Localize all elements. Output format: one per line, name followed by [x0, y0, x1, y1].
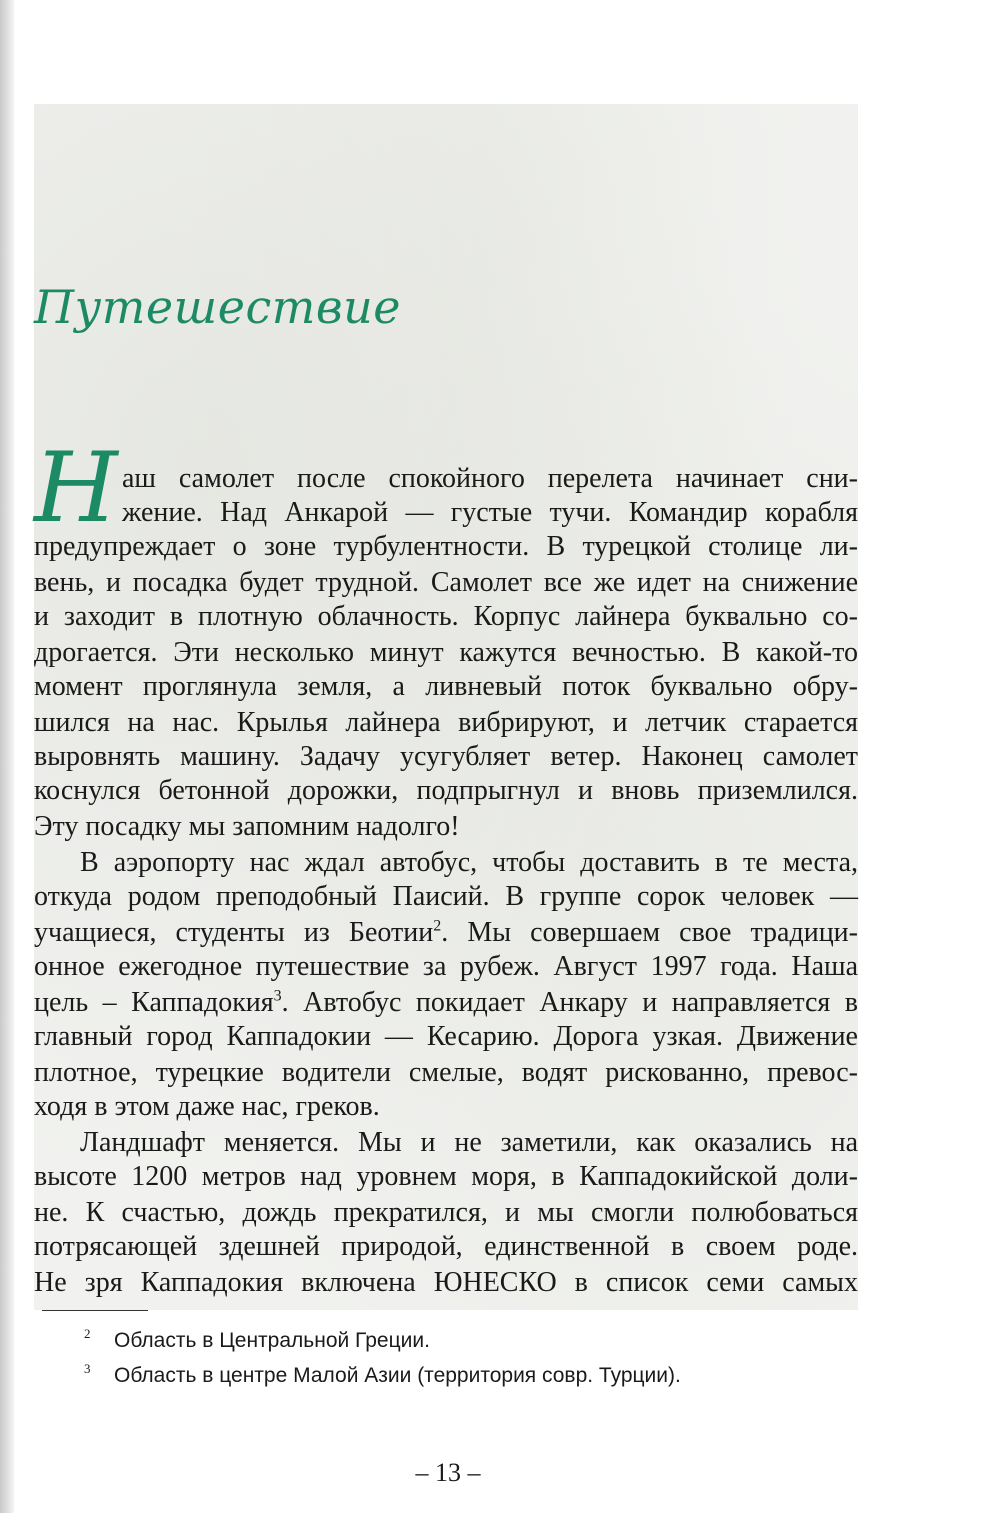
drop-cap: Н	[34, 432, 118, 544]
text-line: аш самолет после спокойного перелета начинает сни-	[122, 463, 858, 494]
footnote-number: 2	[84, 1326, 91, 1341]
text-line: Эту посадку мы запомним надолго!	[34, 811, 460, 842]
footnote-ref[interactable]: 2	[433, 917, 442, 935]
text-line: откуда родом преподобный Паисий. В группе сорок человек —	[34, 881, 858, 912]
text-line: ходя в этом даже нас, греков.	[34, 1091, 380, 1122]
text-line: момент проглянула земля, а ливневый поток буквально обру-	[34, 671, 858, 702]
text-line: плотное, турецкие водители смелые, водят рискованно, превос-	[34, 1057, 858, 1088]
text-line: В аэропорту нас ждал автобус, чтобы доставить в те места,	[80, 847, 858, 878]
footnote-text: Область в Центральной Греции.	[114, 1329, 430, 1352]
chapter-heading: Путешествие	[34, 280, 401, 334]
footnote-divider	[42, 1310, 148, 1311]
text-line	[34, 986, 858, 1020]
text-line: онное ежегодное путешествие за рубеж. Август 1997 года. Наша	[34, 951, 858, 982]
text-line: предупреждает о зоне турбулентности. В турецкой столице ли-	[34, 531, 858, 562]
text-line: Ландшафт меняется. Мы и не заметили, как оказались на	[80, 1127, 858, 1158]
text-line: не. К счастью, дождь прекратился, и мы смогли полюбоваться	[34, 1197, 858, 1228]
text-line: шился на нас. Крылья лайнера вибрируют, и летчик старается	[34, 707, 858, 738]
footnote-number: 3	[84, 1361, 91, 1376]
text-line: коснулся бетонной дорожки, подпрыгнул и вновь приземлился.	[34, 775, 858, 806]
text-fragment: учащиеся, студенты из Беотии	[34, 917, 434, 948]
text-line: Не зря Каппадокия включена ЮНЕСКО в список семи самых	[34, 1267, 858, 1298]
text-line: главный город Каппадокии — Кесарию. Дорога узкая. Движение	[34, 1021, 858, 1052]
text-line: выровнять машину. Задачу усугубляет ветер. Наконец самолет	[34, 741, 858, 772]
text-line	[34, 916, 858, 950]
text-fragment: . Мы совершаем свое традици-	[441, 917, 858, 948]
text-line: потрясающей здешней природой, единственной в своем роде.	[34, 1231, 858, 1262]
text-line: и заходит в плотную облачность. Корпус лайнера буквально со-	[34, 601, 858, 632]
footnote-ref[interactable]: 3	[273, 987, 282, 1005]
text-line: жение. Над Анкарой — густые тучи. Командир корабля	[122, 497, 858, 528]
scan-edge-shadow	[0, 0, 14, 1513]
text-line: высоте 1200 метров над уровнем моря, в Каппадокийской доли-	[34, 1161, 858, 1192]
text-line: дрогается. Эти несколько минут кажутся вечностью. В какой-то	[34, 637, 858, 668]
footnote-text: Область в центре Малой Азии (территория совр. Турции).	[114, 1364, 681, 1387]
text-fragment: . Автобус покидает Анкару и направляется в	[281, 987, 858, 1018]
page-number: – 13 –	[415, 1458, 481, 1487]
text-fragment: цель – Каппадокия	[34, 987, 274, 1018]
text-line: вень, и посадка будет трудной. Самолет все же идет на снижение	[34, 567, 858, 598]
